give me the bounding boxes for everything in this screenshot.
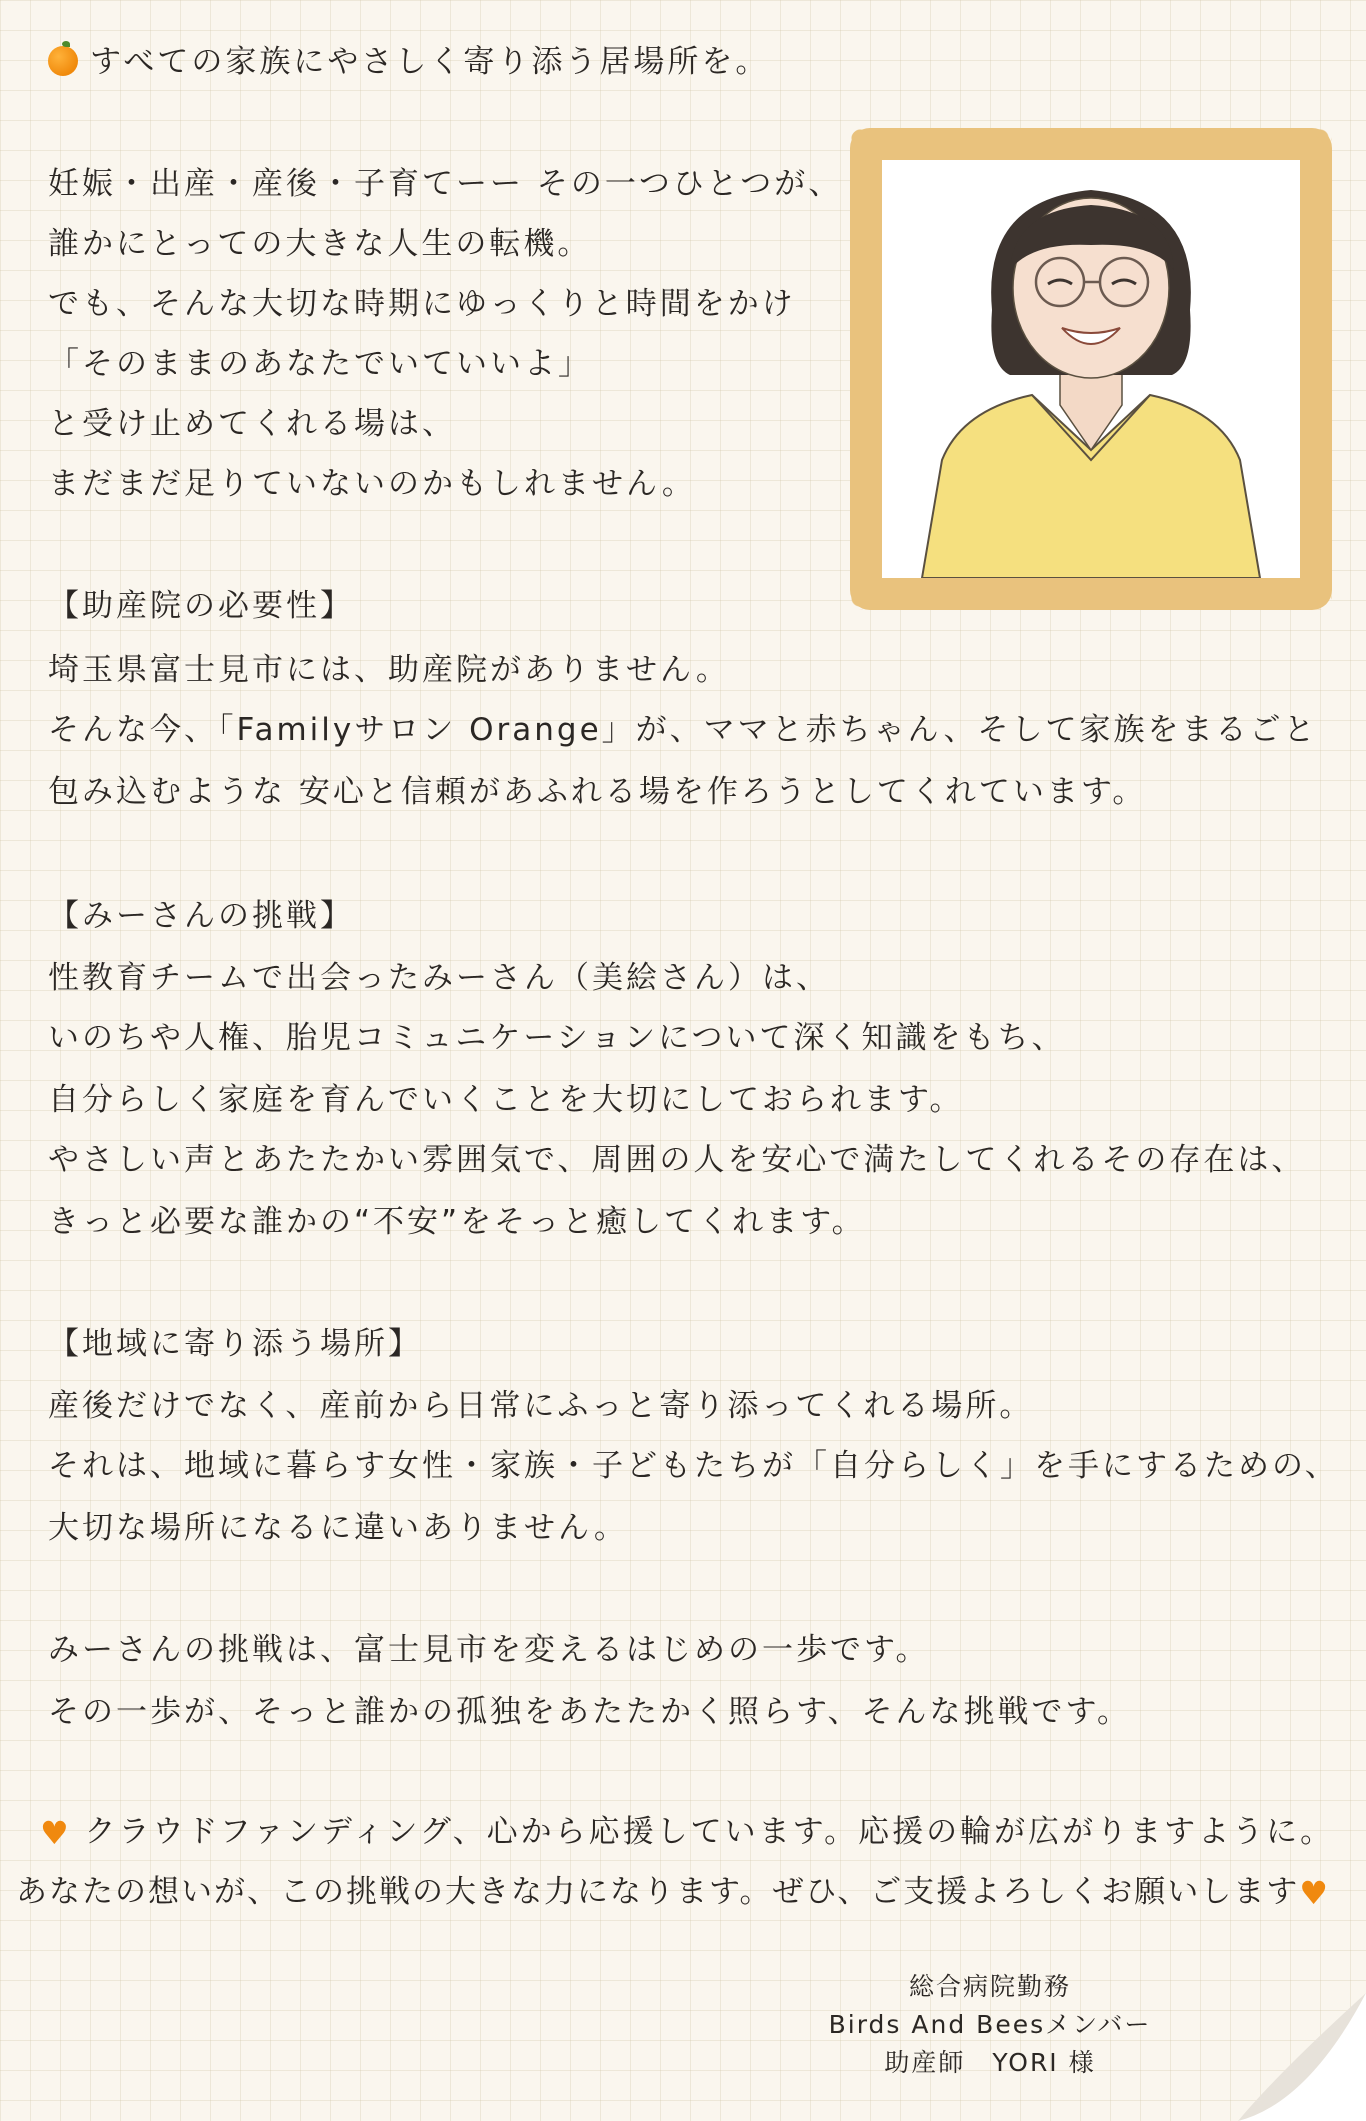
intro-line: でも、そんな大切な時期にゆっくりと時間をかけ xyxy=(48,286,796,322)
intro-line: と受け止めてくれる場は、 xyxy=(48,406,456,442)
section-line: 埼玉県富士見市には、助産院がありません。 xyxy=(48,652,730,688)
section-heading: 【助産院の必要性】 xyxy=(48,588,354,624)
support-line-text: クラウドファンディング、心から応援しています。応援の輪が広がりますように。 xyxy=(84,1814,1335,1850)
signature-name: 助産師 YORI 様 xyxy=(884,2048,1096,2077)
signature-group: Birds And Beesメンバー xyxy=(828,2010,1152,2039)
closing-line: その一歩が、そっと誰かの孤独をあたたかく照らす、そんな挑戦です。 xyxy=(48,1694,1132,1730)
signature-affiliation: 総合病院勤務 xyxy=(908,1972,1071,2001)
section-line: 包み込むような 安心と信頼があふれる場を作ろうとしてくれています。 xyxy=(48,774,1147,810)
heart-icon: ♥ xyxy=(40,1814,72,1852)
orange-fruit-icon xyxy=(48,46,78,76)
portrait-icon xyxy=(882,160,1300,578)
section-heading: 【地域に寄り添う場所】 xyxy=(48,1326,422,1362)
section-line: 自分らしく家庭を育んでいくことを大切にしておられます。 xyxy=(48,1082,964,1118)
page-curl xyxy=(1238,1993,1366,2121)
support-line-text: あなたの想いが、この挑戦の大きな力になります。ぜひ、ご支援よろしくお願いします xyxy=(16,1874,1300,1910)
intro-heading xyxy=(48,42,769,82)
support-line xyxy=(40,1812,1334,1852)
section-line: やさしい声とあたたかい雰囲気で、周囲の人を安心で満たしてくれるその存在は、 xyxy=(48,1142,1306,1178)
portrait-illustration xyxy=(882,160,1300,578)
intro-heading-text: すべての家族にやさしく寄り添う居場所を。 xyxy=(90,44,770,80)
section-heading: 【みーさんの挑戦】 xyxy=(48,898,354,934)
intro-line: 妊娠・出産・産後・子育てーー その一つひとつが、 xyxy=(48,166,843,202)
support-line xyxy=(16,1872,1330,1912)
intro-line: まだまだ足りていないのかもしれません。 xyxy=(48,466,696,502)
intro-line: 誰かにとっての大きな人生の転機。 xyxy=(48,226,592,262)
portrait-frame xyxy=(858,136,1324,602)
section-line: そんな今、「Familyサロン Orange」が、ママと赤ちゃん、そして家族をまるごと xyxy=(48,712,1318,748)
section-line: きっと必要な誰かの“不安”をそっと癒してくれます。 xyxy=(48,1204,866,1240)
section-line: 産後だけでなく、産前から日常にふっと寄り添ってくれる場所。 xyxy=(48,1388,1034,1424)
section-line: 大切な場所になるに違いありません。 xyxy=(48,1510,628,1546)
heart-icon: ♥ xyxy=(1299,1874,1330,1912)
section-line: それは、地域に暮らす女性・家族・子どもたちが「自分らしく」を手にするための、 xyxy=(48,1448,1339,1484)
section-line: 性教育チームで出会ったみーさん（美絵さん）は、 xyxy=(48,960,830,996)
section-line: いのちや人権、胎児コミュニケーションについて深く知識をもち、 xyxy=(48,1020,1066,1056)
intro-line: 「そのままのあなたでいていいよ」 xyxy=(48,346,592,382)
closing-line: みーさんの挑戦は、富士見市を変えるはじめの一歩です。 xyxy=(48,1632,930,1668)
